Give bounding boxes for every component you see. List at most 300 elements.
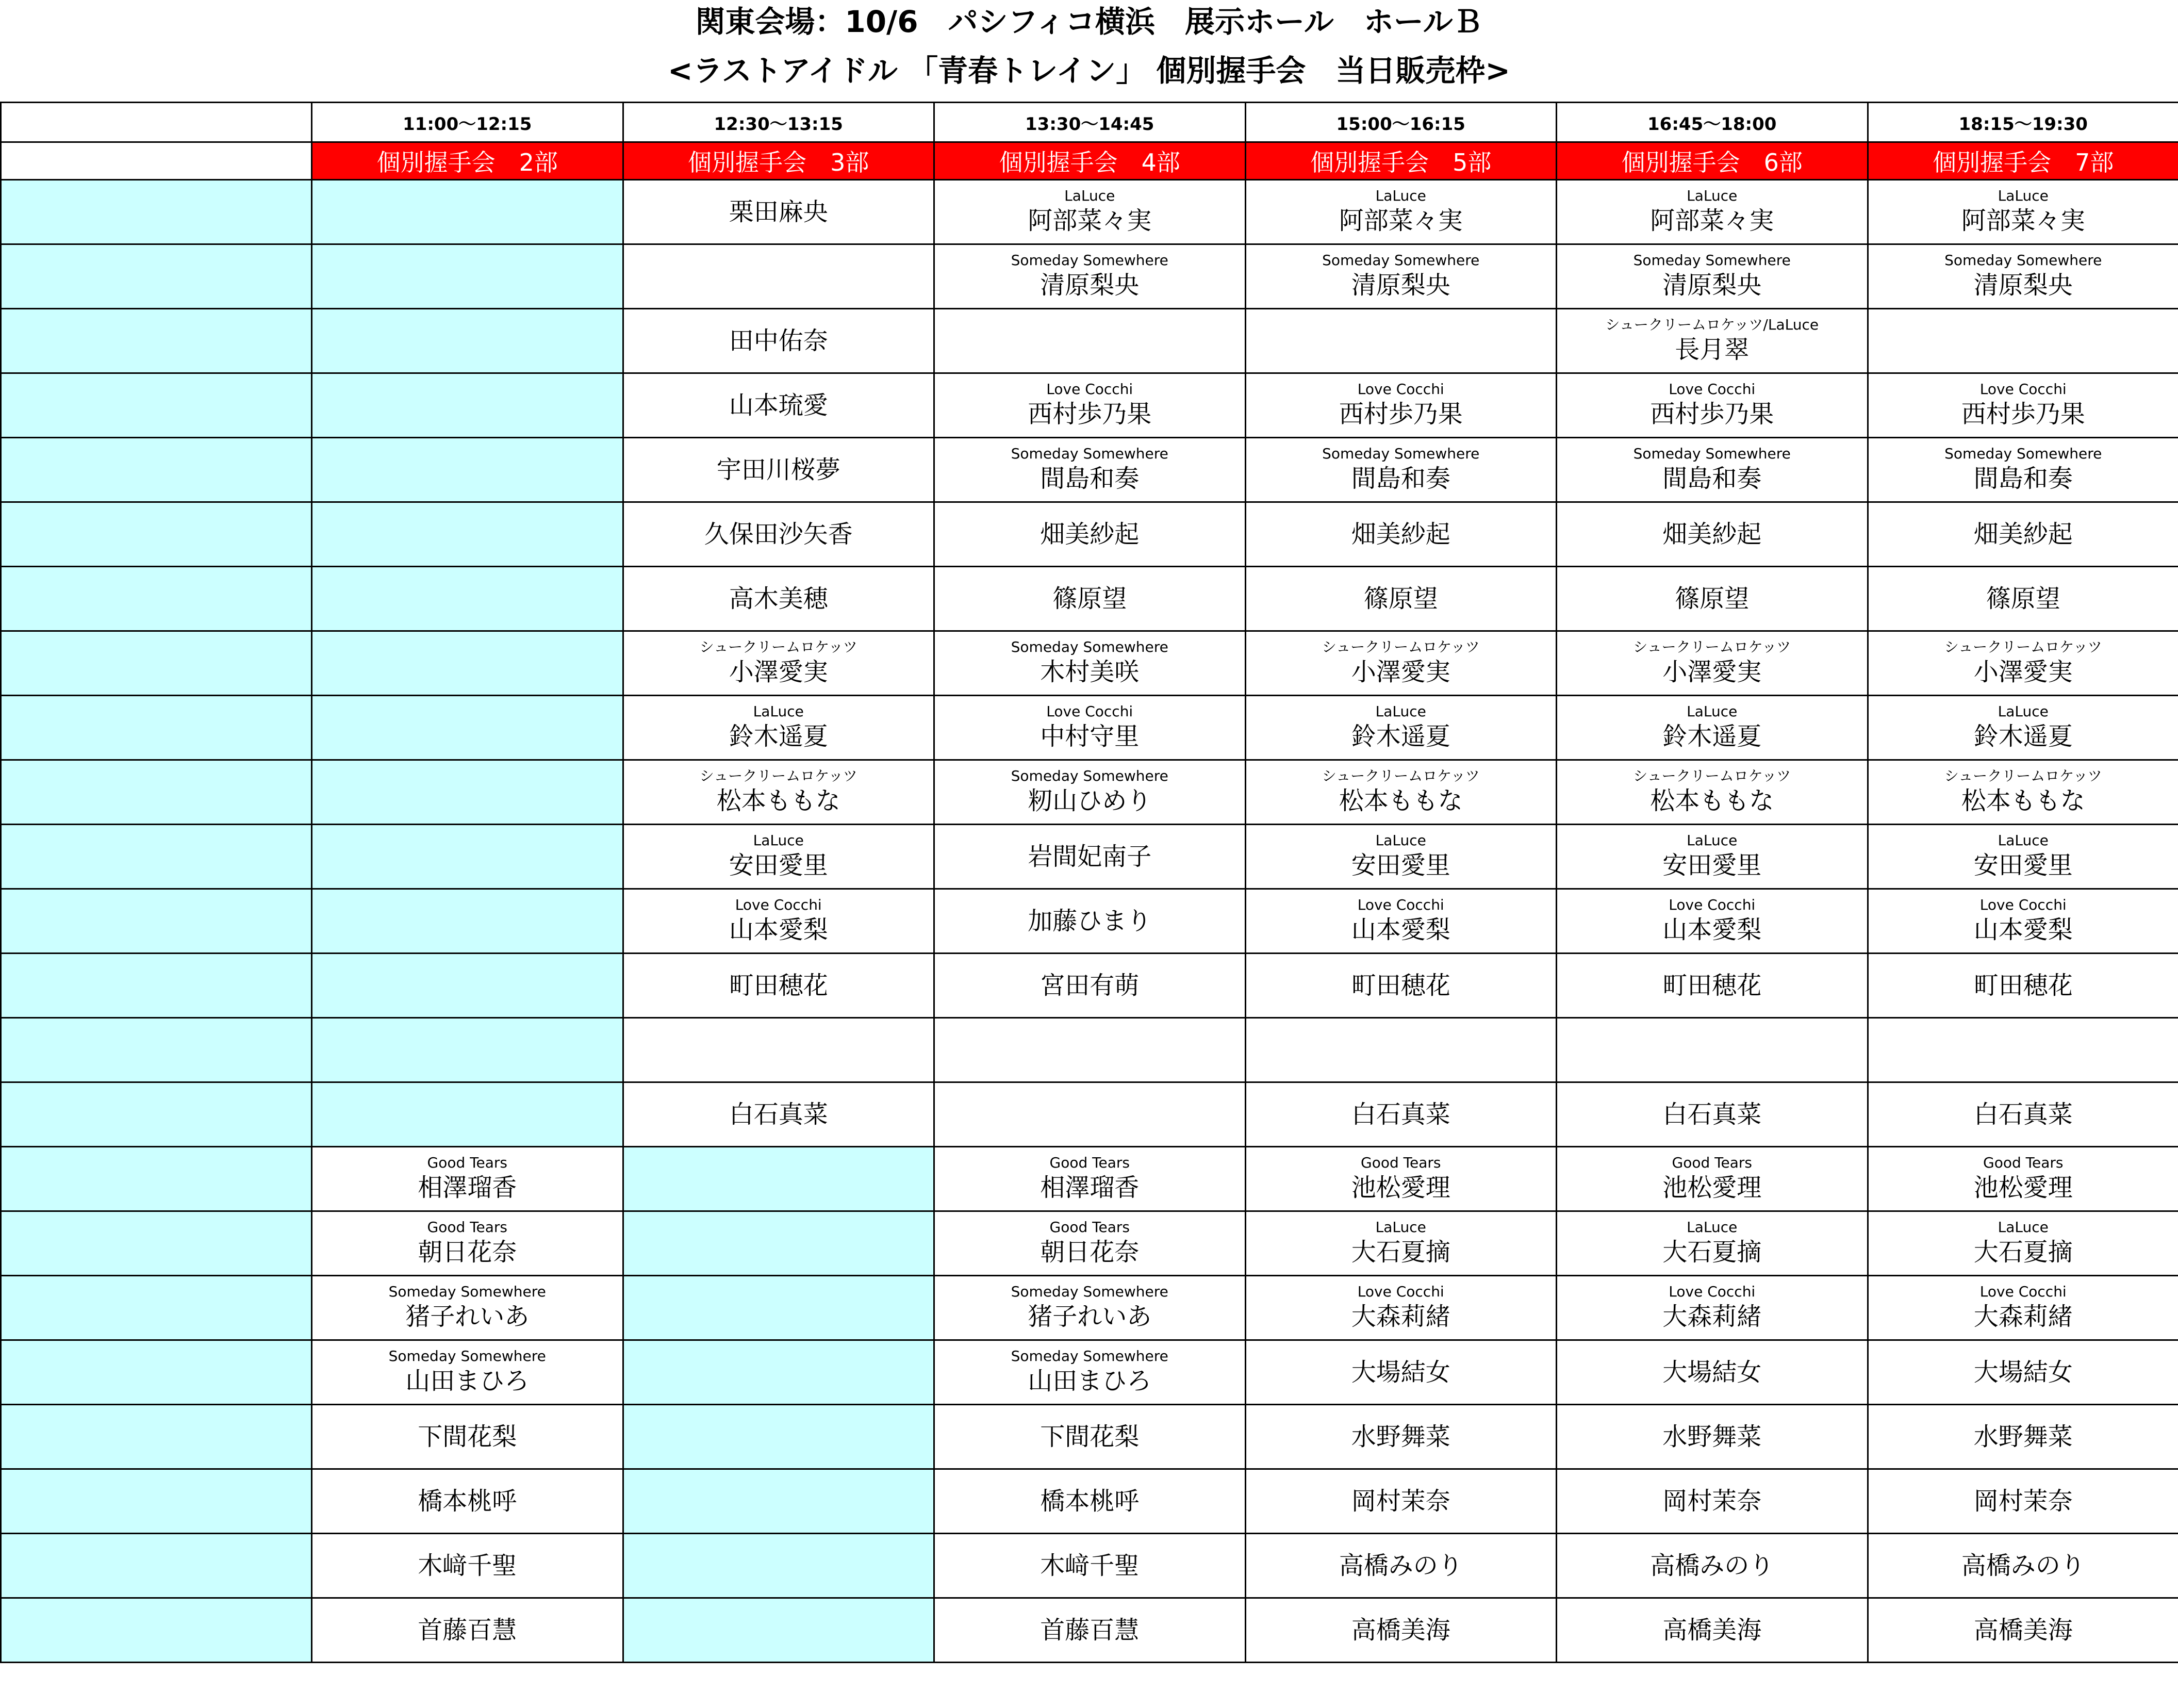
table-row [1, 631, 2178, 696]
member-cell [1557, 696, 1868, 760]
member-cell [623, 825, 934, 889]
member-cell [1557, 373, 1868, 438]
member-cell-content [1869, 245, 2178, 308]
member-cell-content [1246, 1470, 1556, 1533]
member-cell [1557, 1147, 1868, 1211]
member-cell [1557, 1405, 1868, 1469]
member-name: 木﨑千聖 [418, 1551, 517, 1580]
member-name: 小澤愛実 [1973, 658, 2073, 686]
member-name: 高橋美海 [1351, 1616, 1450, 1645]
member-name: 宮田有萌 [1040, 971, 1140, 1000]
member-name: 松本ももな [716, 786, 840, 815]
member-name: 阿部菜々実 [1028, 206, 1152, 235]
member-name: 籾山ひめり [1028, 786, 1152, 815]
member-cell [934, 1598, 1246, 1663]
member-cell [1868, 1276, 2178, 1340]
time-header-row [1, 103, 2178, 142]
member-cell [312, 1211, 623, 1276]
unavailable-cell [1, 1276, 312, 1340]
unavailable-cell [623, 1598, 934, 1663]
member-cell [1868, 1018, 2178, 1082]
member-cell-content [1246, 1405, 1556, 1468]
member-name: 篠原望 [1675, 584, 1750, 613]
unit-label: Good Tears [1672, 1154, 1752, 1171]
time-header-cell: 15:00～16:15 [1245, 103, 1557, 142]
unit-label: Someday Somewhere [1944, 252, 2102, 269]
member-cell-content [312, 1534, 622, 1597]
member-cell-content [1246, 567, 1556, 630]
member-cell-content [1246, 1212, 1556, 1275]
table-row [1, 1469, 2178, 1534]
member-cell [312, 1598, 623, 1663]
member-cell-content [624, 696, 934, 759]
table-row [1, 1147, 2178, 1211]
time-header-cell: 11:00～12:15 [312, 103, 623, 142]
member-cell-content [935, 825, 1245, 888]
unit-label: LaLuce [1687, 703, 1738, 720]
member-name: 宇田川桜夢 [716, 455, 840, 484]
table-row [1, 373, 2178, 438]
member-cell-content [1246, 1083, 1556, 1146]
table-row [1, 1598, 2178, 1663]
member-name: 相澤瑠香 [1040, 1173, 1140, 1202]
member-cell-content [935, 245, 1245, 308]
member-cell-content [1557, 309, 1867, 372]
member-name: 白石真菜 [729, 1100, 828, 1129]
member-cell-content [624, 503, 934, 566]
member-name: 町田穂花 [1973, 971, 2073, 1000]
member-cell [1557, 244, 1868, 309]
member-cell [1245, 1018, 1557, 1082]
table-row [1, 180, 2178, 244]
member-cell-content [1869, 761, 2178, 824]
member-cell-content [1246, 761, 1556, 824]
member-cell [1868, 889, 2178, 954]
member-name: 清原梨央 [1351, 271, 1450, 300]
member-name: 橋本桃呼 [418, 1487, 517, 1516]
member-cell-content [1869, 890, 2178, 952]
member-cell-content [935, 1147, 1245, 1210]
member-name: 安田愛里 [729, 851, 828, 880]
table-row [1, 1534, 2178, 1598]
member-name: 山本愛梨 [729, 915, 828, 944]
member-cell [934, 1276, 1246, 1340]
member-cell-content [624, 954, 934, 1017]
member-cell [312, 1276, 623, 1340]
member-cell [1557, 1018, 1868, 1082]
member-cell-content [624, 761, 934, 824]
member-name: 鈴木遥夏 [1973, 722, 2073, 751]
member-name: 池松愛理 [1351, 1173, 1450, 1202]
unit-label: Someday Somewhere [1011, 252, 1168, 269]
member-cell [1868, 1598, 2178, 1663]
member-cell-content [1246, 438, 1556, 501]
member-cell-content [1246, 1599, 1556, 1662]
member-cell [934, 1082, 1246, 1147]
member-cell [623, 180, 934, 244]
member-name: 山本愛梨 [1351, 915, 1450, 944]
member-cell [934, 1018, 1246, 1082]
unit-label: Love Cocchi [1046, 381, 1133, 398]
member-name: 高橋美海 [1973, 1616, 2073, 1645]
unavailable-cell [623, 1147, 934, 1211]
unavailable-cell [1, 244, 312, 309]
member-name: 大石夏摘 [1662, 1238, 1762, 1267]
member-cell-content [1557, 696, 1867, 759]
unavailable-cell [312, 1018, 623, 1082]
unit-label: Someday Somewhere [1944, 445, 2102, 462]
member-name: 高橋みのり [1961, 1551, 2085, 1580]
member-cell-content [1557, 374, 1867, 437]
member-name: 首藤百慧 [1040, 1616, 1140, 1645]
member-name: 町田穂花 [1351, 971, 1450, 1000]
member-name: 畑美紗起 [1973, 520, 2073, 549]
member-cell [1557, 1534, 1868, 1598]
unit-label: シュークリームロケッツ [1944, 638, 2102, 655]
member-cell [1868, 438, 2178, 502]
member-cell [934, 1211, 1246, 1276]
member-name: 清原梨央 [1662, 271, 1762, 300]
member-name: 畑美紗起 [1351, 520, 1450, 549]
member-name: 白石真菜 [1973, 1100, 2073, 1129]
member-name: 清原梨央 [1973, 271, 2073, 300]
member-name: 畑美紗起 [1040, 520, 1140, 549]
table-row [1, 1340, 2178, 1405]
member-cell [934, 696, 1246, 760]
member-cell-content [1557, 1083, 1867, 1146]
member-cell-content [1869, 1083, 2178, 1146]
member-cell [934, 1469, 1246, 1534]
member-cell-content [1869, 632, 2178, 695]
member-cell [312, 1534, 623, 1598]
member-name: 首藤百慧 [418, 1616, 517, 1645]
unit-label: LaLuce [1998, 1219, 2049, 1236]
member-cell [1245, 309, 1557, 373]
member-cell-content [1869, 1599, 2178, 1662]
unavailable-cell [312, 244, 623, 309]
member-cell-content [1869, 438, 2178, 501]
member-name: 大森莉緒 [1351, 1302, 1450, 1331]
member-cell-content [1557, 1534, 1867, 1597]
member-name: 中村守里 [1040, 722, 1140, 751]
member-cell [312, 1147, 623, 1211]
unavailable-cell [1, 1598, 312, 1663]
member-cell [1557, 889, 1868, 954]
member-cell [1868, 373, 2178, 438]
member-cell [1557, 954, 1868, 1018]
member-name: 間島和奏 [1040, 464, 1140, 493]
member-cell-content [1557, 1599, 1867, 1662]
member-name: 篠原望 [1363, 584, 1438, 613]
member-name: 相澤瑠香 [418, 1173, 517, 1202]
part-header-row [1, 142, 2178, 180]
member-cell [312, 1405, 623, 1469]
unit-label: LaLuce [1687, 832, 1738, 849]
unavailable-cell [1, 696, 312, 760]
member-cell-content [1557, 1147, 1867, 1210]
member-cell-content [935, 1212, 1245, 1275]
member-cell-content [935, 1019, 1245, 1081]
member-cell [1868, 1534, 2178, 1598]
unavailable-cell [1, 1082, 312, 1147]
member-name: 池松愛理 [1973, 1173, 2073, 1202]
member-cell [1245, 825, 1557, 889]
member-cell [1245, 1469, 1557, 1534]
unavailable-cell [1, 1469, 312, 1534]
member-cell [934, 309, 1246, 373]
member-cell-content [624, 890, 934, 952]
member-cell-content [935, 1470, 1245, 1533]
member-cell [1245, 760, 1557, 825]
member-name: 大場結女 [1973, 1358, 2073, 1387]
member-cell-content [624, 180, 934, 243]
unavailable-cell [1, 825, 312, 889]
member-cell [1245, 1405, 1557, 1469]
member-name: 久保田沙矢香 [704, 520, 853, 549]
member-cell-content [1246, 1276, 1556, 1339]
member-name: 安田愛里 [1662, 851, 1762, 880]
member-name: 岩間妃南子 [1028, 842, 1152, 871]
member-cell [623, 760, 934, 825]
member-cell-content [1557, 438, 1867, 501]
unavailable-cell [1, 180, 312, 244]
unit-label: Love Cocchi [1046, 703, 1133, 720]
member-cell [1868, 696, 2178, 760]
member-cell [1868, 760, 2178, 825]
member-cell [934, 1147, 1246, 1211]
time-header-cell [1, 103, 312, 142]
member-name: 木﨑千聖 [1040, 1551, 1140, 1580]
member-name: 鈴木遥夏 [1351, 722, 1450, 751]
unavailable-cell [312, 1082, 623, 1147]
member-cell [1557, 180, 1868, 244]
member-cell [312, 1340, 623, 1405]
member-cell-content [1869, 696, 2178, 759]
unavailable-cell [312, 180, 623, 244]
member-cell [1245, 244, 1557, 309]
member-cell-content [935, 1405, 1245, 1468]
member-cell-content [1557, 890, 1867, 952]
time-header-cell: 16:45～18:00 [1557, 103, 1868, 142]
unavailable-cell [1, 1534, 312, 1598]
member-name: 水野舞菜 [1351, 1422, 1450, 1451]
unit-label: Good Tears [1049, 1219, 1130, 1236]
unit-label: Love Cocchi [1979, 1283, 2067, 1300]
member-cell-content [935, 954, 1245, 1017]
member-cell [623, 631, 934, 696]
unit-label: LaLuce [1998, 187, 2049, 204]
member-cell-content [935, 761, 1245, 824]
unit-label: Someday Somewhere [1011, 767, 1168, 784]
unit-label: Someday Somewhere [1011, 445, 1168, 462]
unit-label: Love Cocchi [1669, 1283, 1756, 1300]
unavailable-cell [1, 954, 312, 1018]
member-name: 猪子れいあ [1028, 1302, 1152, 1331]
member-cell [312, 1469, 623, 1534]
member-cell [623, 502, 934, 567]
part-header-cell: 個別握手会 7部 [1868, 142, 2178, 180]
member-name: 朝日花奈 [418, 1238, 517, 1267]
member-name: 町田穂花 [729, 971, 828, 1000]
unit-label: シュークリームロケッツ [1944, 767, 2102, 784]
member-cell-content [1869, 1470, 2178, 1533]
member-cell-content [1869, 567, 2178, 630]
page-subtitle: <ラストアイドル 「青春トレイン」 個別握手会 当日販売枠> [668, 53, 1510, 88]
member-name: 篠原望 [1986, 584, 2060, 613]
member-name: 大森莉緒 [1973, 1302, 2073, 1331]
member-name: 下間花梨 [1040, 1422, 1140, 1451]
member-cell-content [1557, 1341, 1867, 1404]
unit-label: LaLuce [753, 703, 804, 720]
title-area [0, 0, 2178, 102]
member-cell [1557, 631, 1868, 696]
table-row [1, 1211, 2178, 1276]
unit-label: LaLuce [1687, 1219, 1738, 1236]
unavailable-cell [623, 1211, 934, 1276]
member-cell-content [1869, 1534, 2178, 1597]
member-name: 高木美穂 [729, 584, 828, 613]
member-cell [1868, 244, 2178, 309]
member-cell [1245, 373, 1557, 438]
unavailable-cell [1, 309, 312, 373]
member-cell [1245, 631, 1557, 696]
member-cell [1245, 1082, 1557, 1147]
member-cell-content [935, 374, 1245, 437]
member-cell [934, 244, 1246, 309]
member-cell-content [935, 1276, 1245, 1339]
part-header-cell: 個別握手会 4部 [934, 142, 1246, 180]
unit-label: Someday Somewhere [1011, 638, 1168, 655]
member-name: 加藤ひまり [1028, 907, 1152, 935]
member-name: 篠原望 [1052, 584, 1127, 613]
time-header-cell: 12:30～13:15 [623, 103, 934, 142]
member-cell [1557, 309, 1868, 373]
unavailable-cell [623, 1534, 934, 1598]
member-name: 松本ももな [1650, 786, 1774, 815]
member-cell [1557, 1276, 1868, 1340]
member-name: 水野舞菜 [1973, 1422, 2073, 1451]
unavailable-cell [1, 1147, 312, 1211]
part-header-cell: 個別握手会 2部 [312, 142, 623, 180]
unavailable-cell [312, 631, 623, 696]
member-cell [623, 373, 934, 438]
table-row [1, 1018, 2178, 1082]
member-cell [1245, 889, 1557, 954]
member-cell-content [935, 180, 1245, 243]
member-cell-content [312, 1276, 622, 1339]
member-cell-content [935, 1083, 1245, 1146]
unit-label: シュークリームロケッツ [699, 638, 857, 655]
unit-label: Someday Somewhere [388, 1283, 546, 1300]
member-name: 松本ももな [1961, 786, 2085, 815]
member-cell [1557, 825, 1868, 889]
member-name: 阿部菜々実 [1961, 206, 2085, 235]
unavailable-cell [312, 760, 623, 825]
member-cell-content [1246, 180, 1556, 243]
member-cell [1557, 502, 1868, 567]
member-cell [934, 1405, 1246, 1469]
member-cell-content [935, 309, 1245, 372]
unit-label: シュークリームロケッツ [699, 767, 857, 784]
member-cell-content [1557, 503, 1867, 566]
unit-label: Love Cocchi [1669, 896, 1756, 913]
unavailable-cell [1, 1018, 312, 1082]
member-name: 鈴木遥夏 [729, 722, 828, 751]
unit-label: LaLuce [1998, 703, 2049, 720]
unavailable-cell [312, 954, 623, 1018]
member-cell-content [935, 1599, 1245, 1662]
member-name: 西村歩乃果 [1028, 400, 1152, 429]
unavailable-cell [1, 631, 312, 696]
time-header-cell: 18:15～19:30 [1868, 103, 2178, 142]
member-cell [623, 309, 934, 373]
unit-label: シュークリームロケッツ [1322, 767, 1480, 784]
member-cell [1245, 1276, 1557, 1340]
member-name: 小澤愛実 [729, 658, 828, 686]
unit-label: Someday Somewhere [1011, 1348, 1168, 1365]
unit-label: Good Tears [1361, 1154, 1441, 1171]
member-cell [1868, 1469, 2178, 1534]
unit-label: Good Tears [427, 1219, 507, 1236]
member-cell [1868, 309, 2178, 373]
member-cell [1557, 1082, 1868, 1147]
unit-label: Good Tears [427, 1154, 507, 1171]
member-name: 阿部菜々実 [1339, 206, 1463, 235]
member-cell-content [1246, 1534, 1556, 1597]
member-cell [1245, 954, 1557, 1018]
unit-label: Good Tears [1049, 1154, 1130, 1171]
unavailable-cell [1, 1211, 312, 1276]
member-cell-content [1246, 309, 1556, 372]
unavailable-cell [312, 567, 623, 631]
table-row [1, 760, 2178, 825]
member-cell-content [1869, 180, 2178, 243]
unavailable-cell [1, 889, 312, 954]
member-cell-content [312, 1147, 622, 1210]
schedule-table [0, 102, 2178, 1663]
unavailable-cell [1, 438, 312, 502]
member-name: 間島和奏 [1351, 464, 1450, 493]
table-row [1, 244, 2178, 309]
member-name: 西村歩乃果 [1650, 400, 1774, 429]
member-cell-content [935, 696, 1245, 759]
unavailable-cell [312, 825, 623, 889]
unit-label: シュークリームロケッツ/LaLuce [1605, 316, 1819, 333]
member-cell [1557, 1211, 1868, 1276]
member-cell [1245, 1340, 1557, 1405]
member-cell-content [1869, 1212, 2178, 1275]
unit-label: シュークリームロケッツ [1633, 638, 1791, 655]
member-cell [623, 889, 934, 954]
member-cell-content [935, 438, 1245, 501]
member-cell [1245, 180, 1557, 244]
unavailable-cell [623, 1469, 934, 1534]
member-cell-content [624, 1019, 934, 1081]
member-name: 清原梨央 [1040, 271, 1140, 300]
part-header-cell: 個別握手会 3部 [623, 142, 934, 180]
member-cell-content [1246, 503, 1556, 566]
member-cell [1868, 1147, 2178, 1211]
unit-label: Good Tears [1983, 1154, 2064, 1171]
unit-label: LaLuce [1375, 832, 1426, 849]
member-cell-content [1869, 1147, 2178, 1210]
unavailable-cell [312, 889, 623, 954]
member-name: 大石夏摘 [1973, 1238, 2073, 1267]
unavailable-cell [1, 1340, 312, 1405]
member-cell-content [935, 1534, 1245, 1597]
member-cell [934, 1340, 1246, 1405]
member-cell-content [624, 309, 934, 372]
